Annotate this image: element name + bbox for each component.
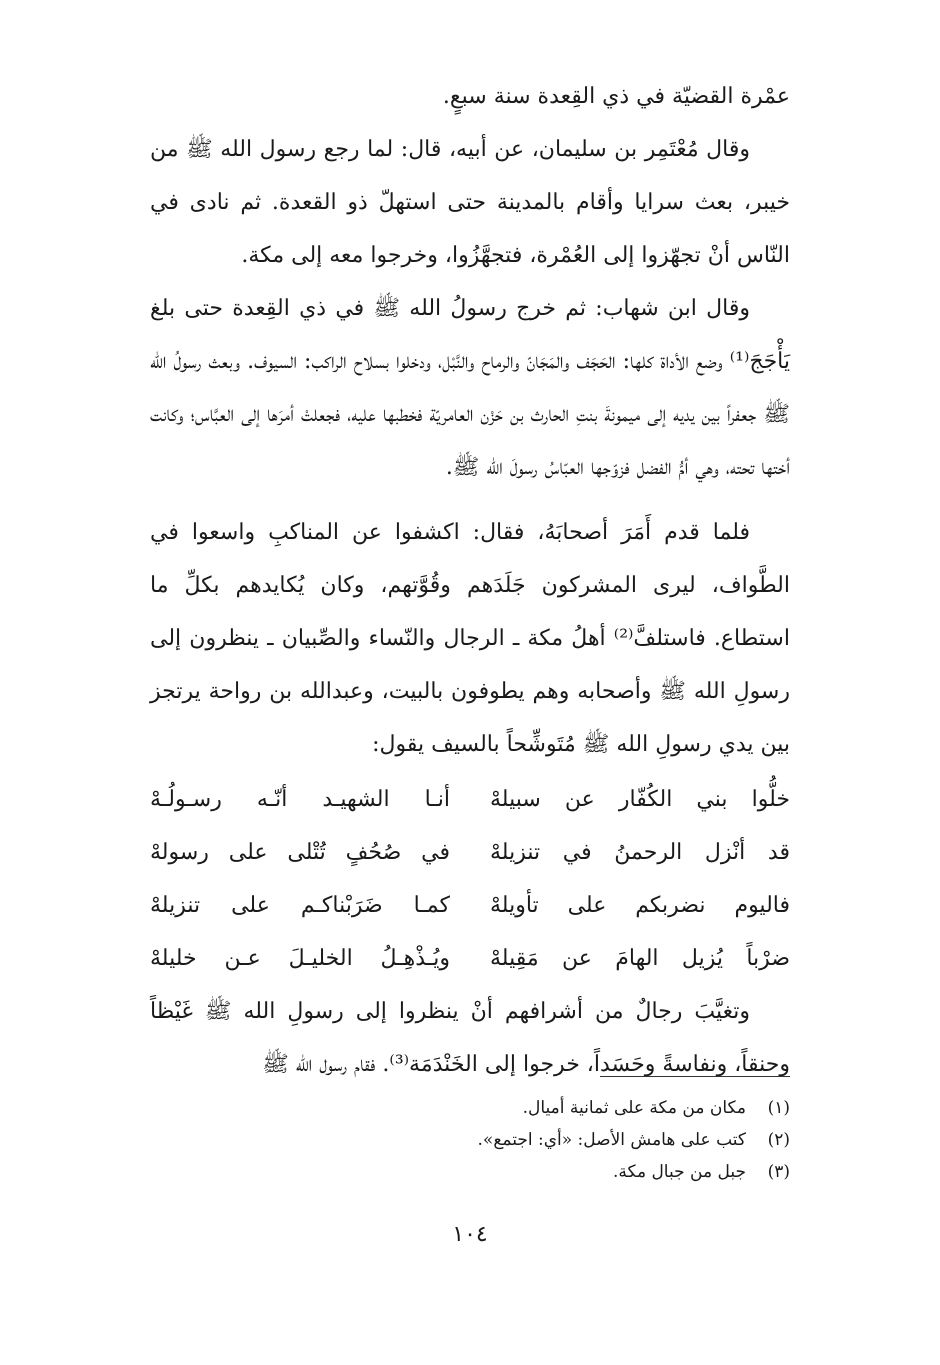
footnote-text: جبل من جبال مكة. — [613, 1162, 746, 1182]
footnote-number: (٢) — [767, 1130, 790, 1150]
poem-verse — [150, 826, 790, 879]
poem-verse — [150, 879, 790, 932]
main-text — [150, 70, 790, 1091]
footnote — [150, 1124, 790, 1156]
page-number: ١٠٤ — [452, 1222, 488, 1247]
footnote-number: (١) — [767, 1098, 790, 1118]
verse-second-half: ويُـذْهِـلُ الخليـلَ عـن خليلهْ — [150, 946, 450, 971]
paragraph-absent-men: وتغيَّبَ رجالٌ من أشرافهم أنْ ينظروا إلى رسولِ الله ﷺ غَيْظاً وحنقاً، ونفاسةً وحَسَداً، خرجوا إلى الخَنْدَمَة⁽³⁾. فقام رسول الله ﷺ — [150, 999, 790, 1077]
footnote-number: (٣) — [767, 1162, 790, 1182]
footnote — [150, 1092, 790, 1124]
footnote-text: مكان من مكة على ثمانية أميال. — [522, 1098, 746, 1118]
verse-first-half: خلُّوا بني الكُفّار عن سبيلهْ — [490, 787, 790, 812]
footnote-divider — [600, 1076, 790, 1077]
footnote-text: كتب على هامش الأصل: «أي: اجتمع». — [477, 1130, 746, 1150]
poem-verse — [150, 932, 790, 985]
verse-first-half: قد أنْزل الرحمنُ في تنزيلهْ — [490, 840, 790, 865]
paragraph-opening: عمْرة القضيّة في ذي القِعدة سنة سبعٍ. — [442, 84, 790, 109]
verse-second-half: أنـا الشهيـد أنّـه رسـولُـهْ — [150, 787, 450, 812]
paragraph-mutamir: وقال مُعْتَمِر بن سليمان، عن أبيه، قال: لما رجع رسول الله ﷺ من خيبر، بعث سرايا وأقام بالمدينة حتى استهلّ ذو القعدة. ثم نادى في النّاس أنْ تجهّزوا إلى العُمْرة، فتجهَّزُوا، وخرجوا معه إلى مكة. — [150, 137, 790, 268]
paragraph-ibn-shihab: وقال ابن شهاب: ثم خرج رسولُ الله ﷺ في ذي القِعدة حتى بلغ يَأْجَجَ⁽¹⁾ وضع الأداة كلها: الحَجَف والمَجَانّ والرماح والنَّبْل، ودخلوا بسلاح الراكب: السيوف. وبعث رسولُ الله ﷺ جعفراً بين يديه إلى ميمونةَ بنتِ الحارث بن حَزْن العامريّة فخطبها عليه، فجعلتْ أمرَها إلى العبَّاس؛ وكانت أختها تحته، وهي أمُّ الفضل فزوّجها العبّاسُ رسولَ الله ﷺ. — [150, 296, 790, 480]
poem-verse — [150, 773, 790, 826]
verse-first-half: ضرْباً يُزيل الهامَ عن مَقِيلهْ — [490, 946, 790, 971]
verse-second-half: كمـا ضَرَبْناكـم على تنزيلهْ — [150, 893, 450, 918]
paragraph-tawaf: فلما قدم أَمَرَ أصحابَهُ، فقال: اكشفوا عن المناكبِ واسعوا في الطَّواف، ليرى المشركون جَلَدَهم وقُوَّتهم، وكان يُكايدهم بكلِّ ما استطاع. فاستلفَّ⁽²⁾ أهلُ مكة ـ الرجال والنّساء والصِّبيان ـ ينظرون إلى رسولِ الله ﷺ وأصحابه وهم يطوفون بالبيت، وعبدالله بن رواحة يرتجز بين يدي رسولِ الله ﷺ مُتَوشِّحاً بالسيف يقول: — [150, 520, 790, 757]
verse-first-half: فاليوم نضربكم على تأويلهْ — [490, 893, 790, 918]
footnote — [150, 1156, 790, 1188]
poem — [150, 773, 790, 985]
verse-second-half: في صُحُفٍ تُتْلى على رسولهْ — [150, 840, 450, 865]
footnotes — [150, 1092, 790, 1188]
